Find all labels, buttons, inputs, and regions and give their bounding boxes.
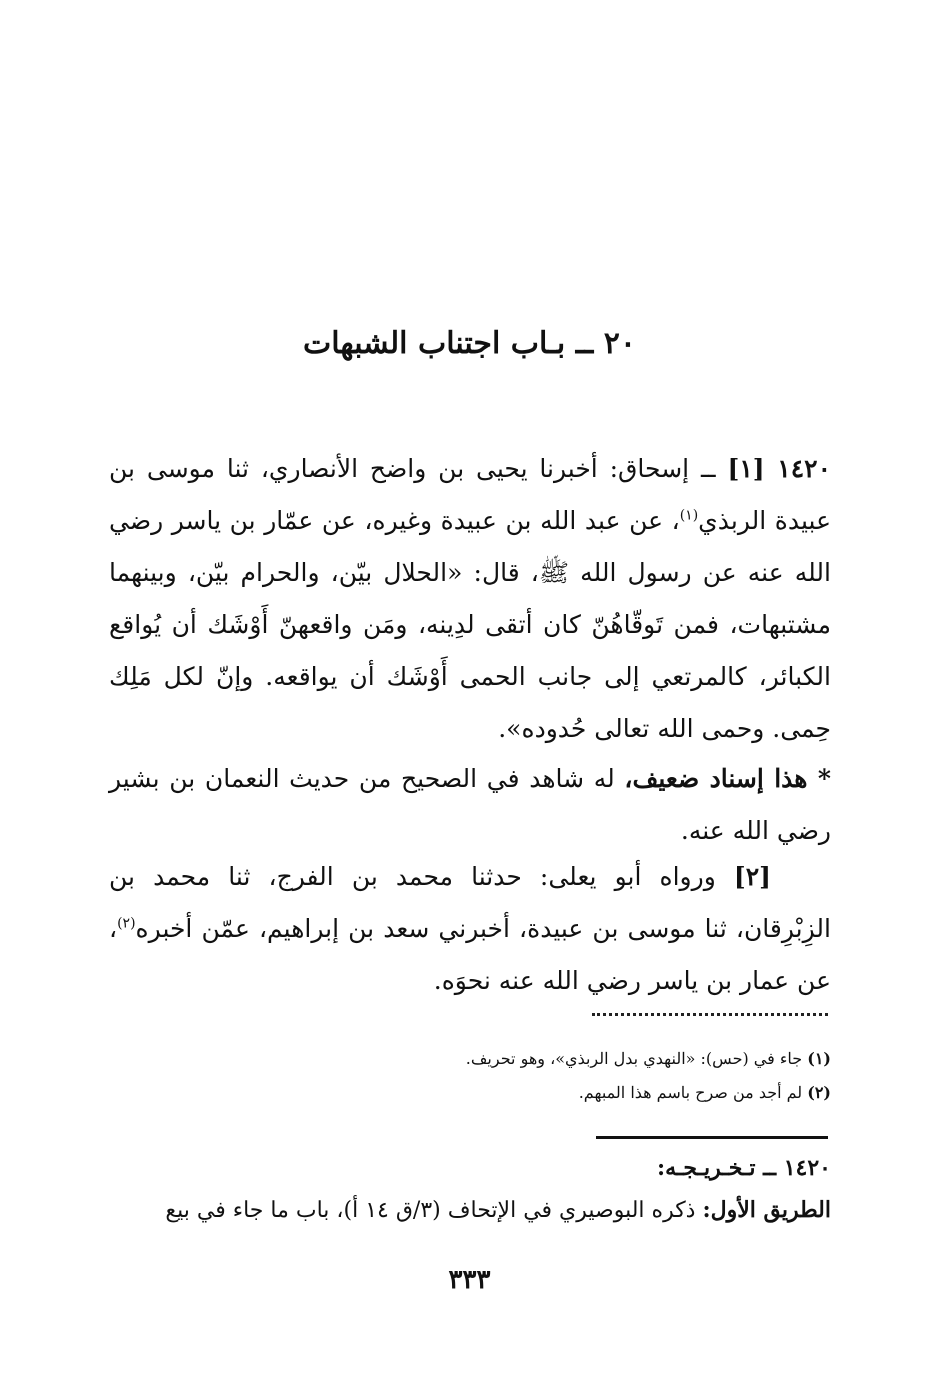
grading-paragraph bbox=[109, 753, 831, 857]
takhrij-paragraph bbox=[109, 1192, 831, 1229]
route-marker: [٢] bbox=[733, 862, 771, 891]
grading-star: * bbox=[817, 764, 831, 793]
grading-text: له شاهد في الصحيح من حديث النعمان بن بشير رضي الله عنه. bbox=[109, 764, 831, 845]
footnotes bbox=[109, 1042, 831, 1110]
page-number: ٣٣٣ bbox=[448, 1265, 491, 1295]
footnote-1-text: جاء في (حس): «النهدي بدل الربذي»، وهو تحريف. bbox=[465, 1049, 803, 1068]
takhrij-text: ذكره البوصيري في الإتحاف (٣/ق ١٤ أ)، باب ما جاء في بيع bbox=[165, 1198, 703, 1223]
takhrij-rule bbox=[596, 1136, 828, 1139]
hadith-paragraph bbox=[109, 443, 831, 755]
route-text-part1: ورواه أبو يعلى: حدثنا محمد بن الفرج، ثنا محمد بن الزِبْرِقان، ثنا موسى بن عبيدة، أخبرني سعد بن إبراهيم، عمّن أخبره bbox=[109, 862, 831, 943]
footnote-separator bbox=[592, 1013, 828, 1016]
footnote-2-number: (٢) bbox=[807, 1083, 831, 1102]
hadith-text-part2: ، عن عبد الله بن عبيدة وغيره، عن عمّار بن ياسر رضي الله عنه عن رسول الله ﷺ، قال: «الحلال بيّن، والحرام بيّن، وبينهما مشتبهات، فمن تَوقّاهُنّ كان أتقى لدِينه، ومَن واقعهنّ أَوْشَك أن يُواقع الكبائر، كالمرتعي إلى جانب الحمى أَوْشَك أن يواقعه. وإنّ لكل مَلِك حِمى. وحمى الله تعالى حُدوده». bbox=[109, 506, 831, 743]
second-route-paragraph bbox=[109, 851, 831, 1007]
hadith-text-part1: ــ إسحاق: أخبرنا يحيى بن واضح الأنصاري، ثنا موسى بن عبيدة الربذي bbox=[109, 454, 831, 535]
chapter-heading: ٢٠ ــ بـاب اجتناب الشبهات bbox=[303, 326, 636, 361]
footnote-2-text: لم أجد من صرح باسم هذا المبهم. bbox=[578, 1083, 803, 1102]
grading-bold-text: هذا إسناد ضعيف، bbox=[624, 764, 818, 793]
footnote-1-number: (١) bbox=[807, 1049, 831, 1068]
footnote-ref-2[interactable]: (٢) bbox=[117, 915, 136, 932]
footnote-2 bbox=[109, 1076, 831, 1110]
route-text-part2: ، عن عمار بن ياسر رضي الله عنه نحوَه. bbox=[109, 914, 831, 995]
takhrij-heading: ١٤٢٠ ــ تـخـريـجـه: bbox=[657, 1155, 831, 1181]
footnote-ref-1[interactable]: (١) bbox=[679, 507, 699, 524]
hadith-number: ١٤٢٠ [١] bbox=[727, 454, 831, 483]
takhrij-label: الطريق الأول: bbox=[702, 1197, 831, 1223]
footnote-1 bbox=[109, 1042, 831, 1076]
